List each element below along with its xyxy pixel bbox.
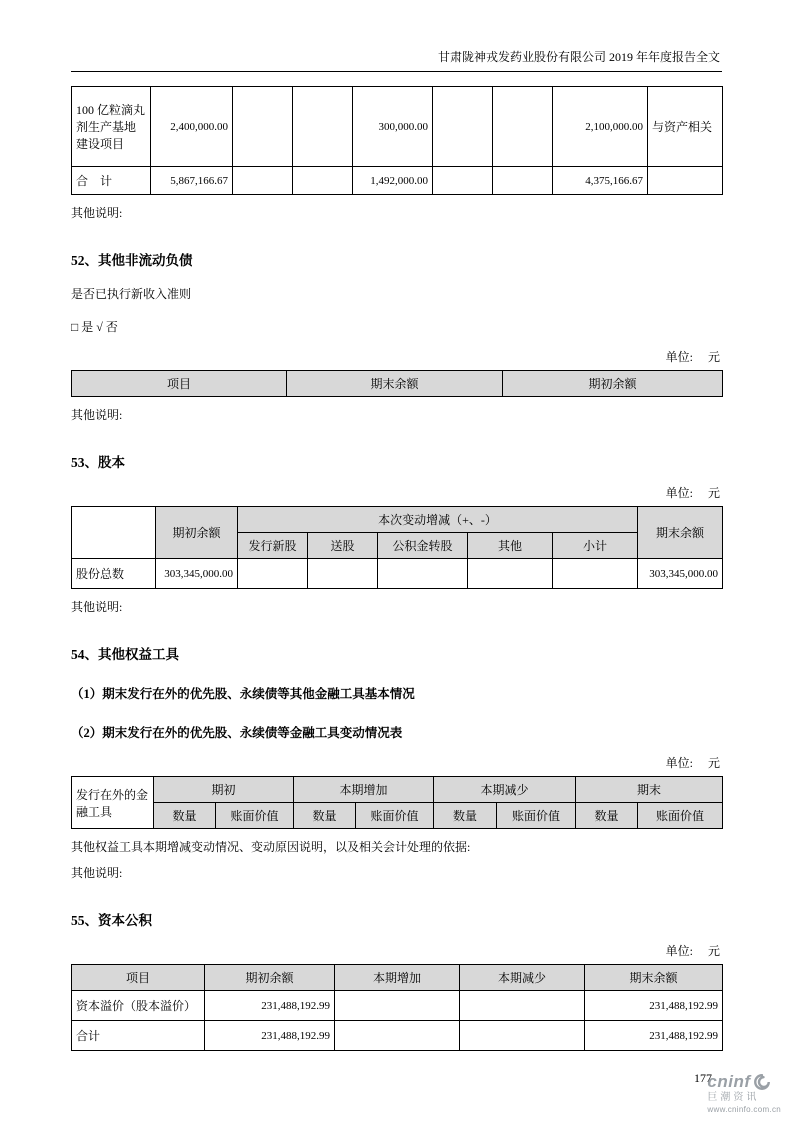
column-header: 账面价值 bbox=[216, 803, 294, 829]
empty-cell bbox=[233, 167, 293, 195]
group-header: 期初 bbox=[154, 777, 294, 803]
group-header: 本期减少 bbox=[434, 777, 576, 803]
column-header: 账面价值 bbox=[356, 803, 434, 829]
column-header: 项目 bbox=[72, 371, 287, 397]
deferred-income-table bbox=[71, 86, 723, 195]
unit-label: 单位: bbox=[665, 944, 693, 958]
column-header: 公积金转股 bbox=[378, 533, 468, 559]
table-subheader-row bbox=[72, 803, 723, 829]
cninfo-swirl-icon bbox=[753, 1073, 771, 1091]
corner-cell: 发行在外的金融工具 bbox=[72, 777, 154, 829]
column-header: 期初余额 bbox=[156, 507, 238, 559]
column-header: 期初余额 bbox=[503, 371, 723, 397]
column-header: 期初余额 bbox=[205, 965, 335, 991]
empty-cell bbox=[468, 559, 553, 589]
unit-value: 元 bbox=[707, 944, 720, 958]
column-header: 其他 bbox=[468, 533, 553, 559]
table-row-total bbox=[72, 1021, 723, 1051]
amount-cell: 1,492,000.00 bbox=[353, 167, 433, 195]
cninfo-brand-text: cninf bbox=[707, 1071, 751, 1091]
table-row bbox=[72, 559, 723, 589]
share-capital-table bbox=[71, 506, 723, 589]
other-note: 其他说明: bbox=[71, 600, 123, 614]
cninfo-url: www.cninfo.com.cn bbox=[707, 1104, 781, 1114]
empty-cell bbox=[493, 87, 553, 167]
column-header: 数量 bbox=[154, 803, 216, 829]
unit-value: 元 bbox=[707, 756, 720, 770]
table-header-row bbox=[72, 965, 723, 991]
table-row bbox=[72, 991, 723, 1021]
unit-line bbox=[71, 348, 720, 365]
capital-reserve-table bbox=[71, 964, 723, 1051]
page-header-title: 甘肃陇神戎发药业股份有限公司 2019 年年度报告全文 bbox=[437, 50, 720, 64]
section-55-title: 55、资本公积 bbox=[71, 913, 152, 928]
column-header: 期末余额 bbox=[638, 507, 723, 559]
table-row-total bbox=[72, 167, 723, 195]
amount-cell: 4,375,166.67 bbox=[553, 167, 648, 195]
cninfo-name: 巨潮资讯 bbox=[707, 1092, 760, 1104]
unit-line bbox=[71, 484, 720, 501]
unit-label: 单位: bbox=[665, 486, 693, 500]
amount-cell: 231,488,192.99 bbox=[585, 991, 723, 1021]
empty-cell bbox=[493, 167, 553, 195]
other-note: 其他说明: bbox=[71, 206, 123, 220]
unit-line bbox=[71, 754, 720, 771]
group-header: 本次变动增减（+、-） bbox=[238, 507, 638, 533]
column-header: 本期减少 bbox=[460, 965, 585, 991]
amount-cell: 2,100,000.00 bbox=[553, 87, 648, 167]
empty-cell bbox=[433, 167, 493, 195]
section-53-title: 53、股本 bbox=[71, 455, 125, 470]
other-note: 其他说明: bbox=[71, 866, 123, 880]
total-label-cell: 合 计 bbox=[72, 167, 151, 195]
column-header: 数量 bbox=[434, 803, 497, 829]
table-header-row bbox=[72, 507, 723, 533]
empty-cell bbox=[378, 559, 468, 589]
unit-line bbox=[71, 942, 720, 959]
column-header: 本期增加 bbox=[335, 965, 460, 991]
amount-cell: 231,488,192.99 bbox=[205, 1021, 335, 1051]
column-header: 发行新股 bbox=[238, 533, 308, 559]
total-label-cell: 合计 bbox=[72, 1021, 205, 1051]
table-row bbox=[72, 87, 723, 167]
amount-cell: 303,345,000.00 bbox=[638, 559, 723, 589]
empty-cell bbox=[460, 1021, 585, 1051]
amount-cell: 300,000.00 bbox=[353, 87, 433, 167]
empty-cell bbox=[233, 87, 293, 167]
section-52-title: 52、其他非流动负债 bbox=[71, 253, 193, 268]
table-header-row bbox=[72, 777, 723, 803]
page-header bbox=[71, 0, 722, 72]
column-header: 项目 bbox=[72, 965, 205, 991]
row-label-cell: 股份总数 bbox=[72, 559, 156, 589]
column-header: 期末余额 bbox=[287, 371, 503, 397]
s54-item2: （2）期末发行在外的优先股、永续债等金融工具变动情况表 bbox=[71, 726, 403, 740]
section-54-title: 54、其他权益工具 bbox=[71, 647, 179, 662]
table-header-row bbox=[72, 371, 723, 397]
s52-answer: □ 是 √ 否 bbox=[71, 320, 118, 334]
amount-cell: 231,488,192.99 bbox=[585, 1021, 723, 1051]
empty-cell bbox=[238, 559, 308, 589]
empty-cell bbox=[293, 167, 353, 195]
empty-cell bbox=[648, 167, 723, 195]
asset-related-cell: 与资产相关 bbox=[648, 87, 723, 167]
cninfo-logo-top bbox=[707, 1072, 781, 1092]
s54-item1: （1）期末发行在外的优先股、永续债等其他金融工具基本情况 bbox=[71, 687, 415, 701]
other-equity-instruments-table bbox=[71, 776, 723, 829]
group-header: 本期增加 bbox=[294, 777, 434, 803]
empty-cell bbox=[460, 991, 585, 1021]
empty-cell bbox=[335, 991, 460, 1021]
empty-cell bbox=[553, 559, 638, 589]
s54-note1: 其他权益工具本期增减变动情况、变动原因说明，以及相关会计处理的依据: bbox=[71, 840, 471, 854]
project-name-cell: 100 亿粒滴丸剂生产基地建设项目 bbox=[72, 87, 151, 167]
page-content bbox=[71, 0, 722, 1086]
cninfo-logo bbox=[707, 1072, 781, 1114]
column-header: 小计 bbox=[553, 533, 638, 559]
amount-cell: 5,867,166.67 bbox=[151, 167, 233, 195]
empty-cell bbox=[308, 559, 378, 589]
amount-cell: 303,345,000.00 bbox=[156, 559, 238, 589]
empty-cell bbox=[293, 87, 353, 167]
column-header: 数量 bbox=[576, 803, 638, 829]
empty-cell bbox=[335, 1021, 460, 1051]
corner-cell bbox=[72, 507, 156, 559]
s52-table bbox=[71, 370, 723, 397]
empty-cell bbox=[433, 87, 493, 167]
column-header: 送股 bbox=[308, 533, 378, 559]
unit-value: 元 bbox=[707, 350, 720, 364]
group-header: 期末 bbox=[576, 777, 723, 803]
column-header: 数量 bbox=[294, 803, 356, 829]
column-header: 账面价值 bbox=[497, 803, 576, 829]
unit-label: 单位: bbox=[665, 756, 693, 770]
s52-question: 是否已执行新收入准则 bbox=[71, 287, 192, 301]
unit-label: 单位: bbox=[665, 350, 693, 364]
row-label-cell: 资本溢价（股本溢价） bbox=[72, 991, 205, 1021]
amount-cell: 231,488,192.99 bbox=[205, 991, 335, 1021]
amount-cell: 2,400,000.00 bbox=[151, 87, 233, 167]
unit-value: 元 bbox=[707, 486, 720, 500]
other-note: 其他说明: bbox=[71, 408, 123, 422]
column-header: 账面价值 bbox=[638, 803, 723, 829]
column-header: 期末余额 bbox=[585, 965, 723, 991]
page-number: 177 bbox=[694, 1071, 712, 1085]
